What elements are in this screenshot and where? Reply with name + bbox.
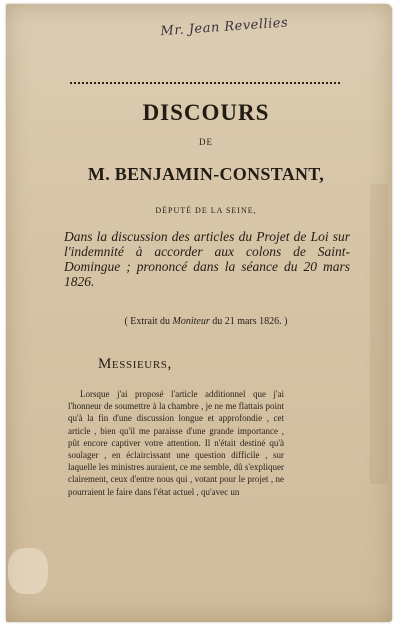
document-page <box>6 4 392 622</box>
title-connector: DE <box>199 137 213 147</box>
decorative-rule <box>70 82 340 84</box>
body-paragraph: Lorsque j'ai proposé l'article additionnel que j'ai l'honneur de soumettre à la chambre , je ne me flattais point qu'à la fin d'une discussion longue et approfondie , cet article , bien qu'il me paraisse d'une grande importance , pût encore captiver votre attention. Il n'était destiné qu'à soulager , en éclaircissant une question difficile , sur laquelle les ministres auraient, ce me semble, dû s'expliquer clairement, ceux d'entre nous qui , votant pour le projet , ne pourraient le faire dans l'état actuel , qu'avec un <box>68 389 284 497</box>
source-note-prefix: ( Extrait du <box>124 316 173 327</box>
paper-stain <box>8 548 48 594</box>
salutation: Messieurs, <box>98 356 172 372</box>
source-note-suffix: du 21 mars 1826. ) <box>209 316 288 327</box>
document-title: DISCOURS <box>142 100 270 125</box>
handwritten-inscription: Mr. Jean Revellies <box>160 15 289 40</box>
document-subtitle: Dans la discussion des articles du Projet de Loi sur l'indemnité à accorder aux colons de Saint-Domingue ; prononcé dans la séance du 20 mars 1826. <box>64 229 350 289</box>
author-name: M. BENJAMIN-CONSTANT, <box>87 164 325 184</box>
paper-shadow <box>370 184 388 484</box>
source-note <box>56 316 356 327</box>
source-publication: Moniteur <box>172 316 210 327</box>
author-role: DÉPUTÉ DE LA SEINE, <box>155 206 257 215</box>
